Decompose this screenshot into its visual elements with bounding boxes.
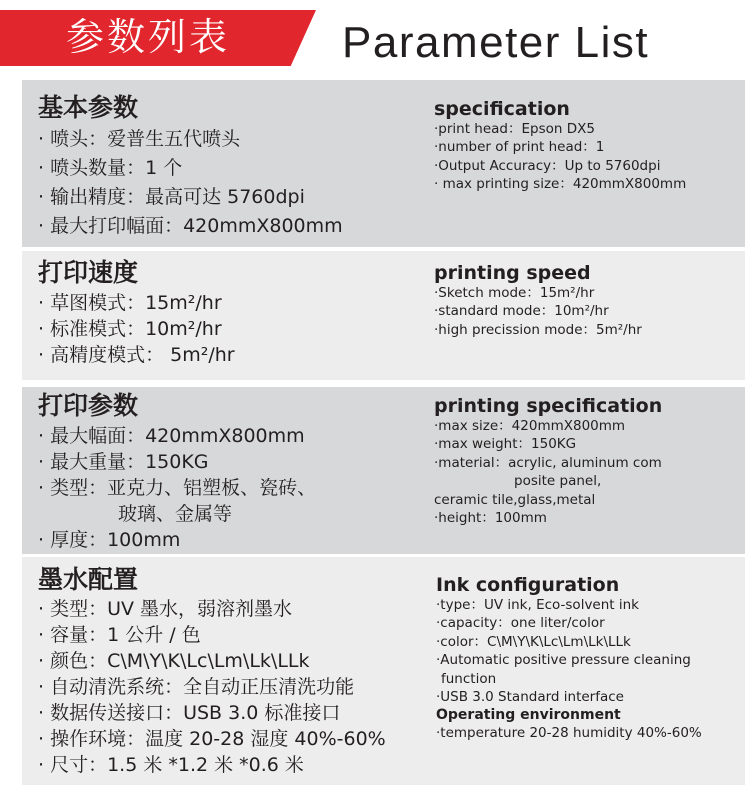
list-item: · 最大打印幅面：420mmX800mm	[38, 215, 343, 237]
list-item: · 喷头数量：1 个	[38, 157, 183, 179]
page-title-cn: 参数列表	[66, 15, 231, 59]
list-item: · max printing size：420mmX800mm	[434, 176, 687, 193]
list-item: ·Automatic positive pressure cleaning	[436, 652, 691, 669]
list-item: ·standard mode：10m²/hr	[434, 303, 609, 320]
section-heading-en: printing specification	[434, 395, 663, 417]
list-item: · 类型：亚克力、铝塑板、瓷砖、	[38, 477, 317, 499]
list-item: · 最大重量：150KG	[38, 451, 209, 473]
list-item: ·capacity：one liter/color	[436, 615, 605, 632]
list-item: · 最大幅面：420mmX800mm	[38, 425, 305, 447]
ink-configuration-en	[436, 574, 741, 743]
list-item: · 喷头：爱普生五代喷头	[38, 128, 241, 150]
list-item: · 高精度模式： 5m²/hr	[38, 344, 235, 366]
section-heading-en: printing speed	[434, 262, 591, 284]
basic-parameters-en	[434, 98, 739, 194]
page-header	[0, 0, 750, 78]
section-heading-en: specification	[434, 98, 570, 120]
section-printing-specification	[22, 387, 745, 554]
list-item: ·high precission mode：5m²/hr	[434, 321, 642, 338]
list-item: · 尺寸：1.5 米 *1.2 米 *0.6 米	[38, 754, 304, 776]
basic-parameters-cn	[38, 93, 430, 241]
list-item: · 颜色：C\M\Y\K\Lc\Lm\Lk\LLk	[38, 650, 310, 672]
list-item: · 输出精度：最高可达 5760dpi	[38, 186, 305, 208]
list-item: ·print head：Epson DX5	[434, 121, 595, 137]
list-item: ·height：100mm	[434, 510, 547, 527]
printing-speed-en	[434, 262, 739, 339]
list-item: ·USB 3.0 Standard interface	[436, 689, 624, 706]
list-item-continuation: 玻璃、金属等	[118, 503, 233, 525]
section-ink-configuration	[22, 557, 745, 785]
page-title-en: Parameter List	[342, 18, 650, 67]
list-item: · 数据传送接口：USB 3.0 标准接口	[38, 702, 341, 724]
list-item: · 草图模式：15m²/hr	[38, 292, 222, 314]
list-item: ·material：acrylic, aluminum com	[434, 454, 662, 471]
list-item-continuation: function	[441, 670, 497, 687]
list-item: ·color：C\M\Y\K\Lc\Lm\Lk\LLk	[436, 633, 631, 650]
section-heading-en: Ink configuration	[436, 574, 620, 596]
list-item-continuation: ceramic tile,glass,metal	[434, 491, 596, 508]
ink-configuration-cn	[38, 565, 430, 778]
section-printing-speed	[22, 251, 745, 380]
section-heading-cn: 打印参数	[38, 391, 139, 420]
list-item: ·number of print head：1	[434, 139, 605, 156]
section-basic-parameters	[22, 80, 745, 247]
list-item: ·Sketch mode：15m²/hr	[434, 285, 595, 301]
section-heading-cn: 墨水配置	[38, 565, 139, 594]
list-item: ·type：UV ink, Eco-solvent ink	[436, 597, 640, 613]
list-item: ·max weight：150KG	[434, 436, 577, 453]
list-item: · 类型：UV 墨水，弱溶剂墨水	[38, 598, 293, 620]
section-heading-cn: 基本参数	[38, 93, 139, 122]
list-item: · 厚度：100mm	[38, 529, 181, 551]
printing-speed-cn	[38, 258, 430, 368]
printing-specification-cn	[38, 391, 430, 553]
list-item: ·Output Accuracy：Up to 5760dpi	[434, 157, 661, 174]
list-item: · 操作环境：温度 20-28 湿度 40%-60%	[38, 728, 386, 750]
list-item: ·temperature 20-28 humidity 40%-60%	[436, 725, 702, 742]
list-item: · 自动清洗系统：全自动正压清洗功能	[38, 676, 355, 698]
printing-specification-en	[434, 395, 739, 527]
operating-environment-heading: Operating environment	[436, 707, 621, 724]
list-item: · 容量：1 公升 / 色	[38, 624, 201, 646]
list-item: ·max size：420mmX800mm	[434, 418, 626, 434]
section-heading-cn: 打印速度	[38, 258, 139, 287]
list-item: · 标准模式：10m²/hr	[38, 318, 222, 340]
list-item-continuation: posite panel,	[514, 473, 602, 490]
